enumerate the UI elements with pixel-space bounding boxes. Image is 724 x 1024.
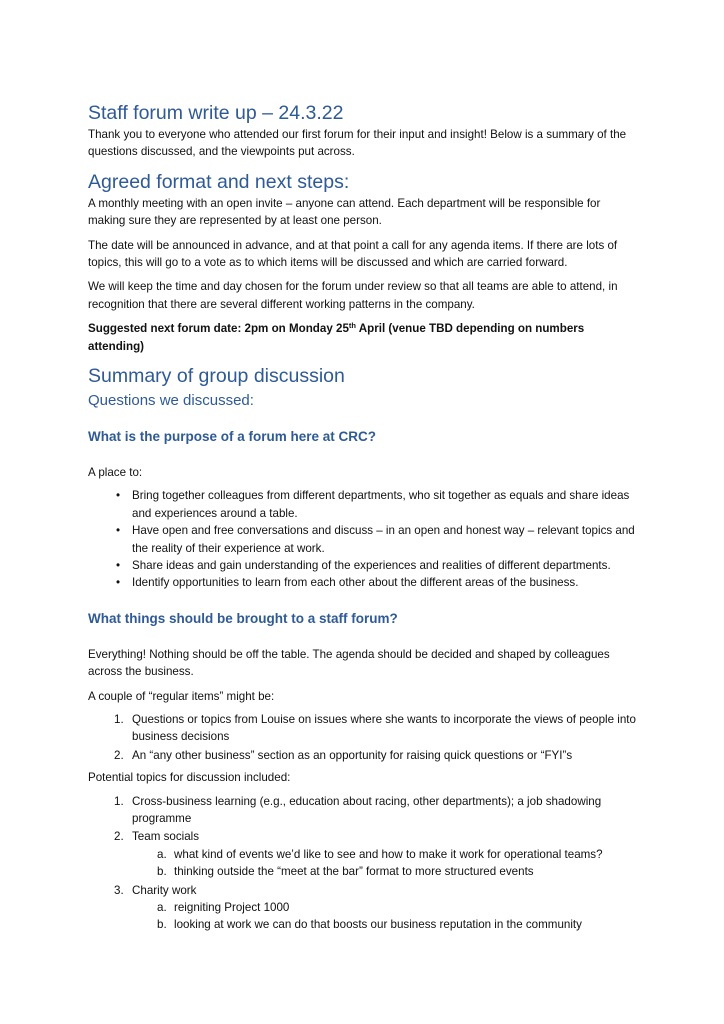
questions-subheading: Questions we discussed: (88, 392, 254, 410)
sub-item-letter: a. (157, 901, 167, 914)
bullet-symbol: • (116, 559, 121, 572)
numbered-item (88, 828, 640, 880)
potential-topics-lead: Potential topics for discussion included: (88, 771, 291, 785)
sub-item-text: thinking outside the “meet at the bar” format to more structured events (174, 865, 534, 879)
bullet-symbol: • (116, 576, 121, 590)
item-text: Charity work (132, 883, 197, 897)
sub-item (132, 863, 640, 880)
sub-item-letter: b. (157, 865, 167, 879)
numbered-item (88, 882, 640, 934)
sub-item (132, 899, 640, 916)
bullet-text: Have open and free conversations and discuss – in an open and honest way – relevant topics and the reality of their experience at work. (132, 524, 635, 555)
sub-item-letter: a. (157, 847, 167, 861)
item-number: 3. (114, 883, 124, 897)
question-topics: What things should be brought to a staff forum? (88, 610, 398, 626)
item-text: An “any other business” section as an opportunity for raising quick questions or “FYI”s (132, 748, 573, 762)
item-number: 1. (114, 794, 124, 808)
bullet-item (88, 522, 640, 557)
bullet-text: Share ideas and gain understanding of the experiences and realities of different departments. (132, 559, 611, 572)
numbered-item (88, 747, 640, 764)
page-title: Staff forum write up – 24.3.22 (88, 102, 344, 124)
item-number: 2. (114, 748, 124, 762)
agreed-paragraph-3: We will keep the time and day chosen for the forum under review so that all teams are able to attend, in recognition that there are several different working patterns in the company. (88, 280, 618, 311)
sub-item-text: what kind of events we’d like to see and how to make it work for operational teams? (174, 847, 603, 861)
next-forum-date (88, 320, 640, 355)
sub-list (132, 846, 640, 881)
item-text: Cross-business learning (e.g., education about racing, other departments); a job shadowing programme (132, 794, 602, 825)
bullet-item (88, 574, 640, 591)
sub-item (132, 916, 640, 933)
sub-list (132, 899, 640, 934)
purpose-lead: A place to: (88, 465, 143, 479)
bullet-text: Identify opportunities to learn from each other about the different areas of the business. (132, 576, 579, 590)
agreed-heading: Agreed format and next steps: (88, 170, 350, 193)
agreed-paragraph-2: The date will be announced in advance, and at that point a call for any agenda items. If there are lots of topics, this will go to a vote as to which items will be discussed and which are carried forward. (88, 238, 618, 270)
intro-paragraph: Thank you to everyone who attended our first forum for their input and insight! Below is a summary of the questions discussed, and the viewpoints put across. (88, 128, 627, 159)
next-date-text: Suggested next forum date: 2pm on Monday 25 (88, 322, 349, 336)
item-text: Team socials (132, 830, 200, 844)
numbered-item (88, 711, 640, 746)
regular-items-list (88, 711, 640, 764)
item-number: 1. (114, 712, 124, 726)
summary-heading: Summary of group discussion (88, 365, 345, 388)
sub-item (132, 846, 640, 863)
numbered-item (88, 793, 640, 828)
bullet-item (88, 487, 640, 522)
bullet-item (88, 557, 640, 574)
next-date-ordinal: th (348, 321, 356, 331)
next-date-rest: April (venue TBD depending on numbers attending) (88, 322, 585, 353)
topics-answer: Everything! Nothing should be off the table. The agenda should be decided and shaped by colleagues across the business. (88, 647, 610, 679)
question-purpose: What is the purpose of a forum here at CRC? (88, 429, 377, 445)
agreed-paragraph-1: A monthly meeting with an open invite – anyone can attend. Each department will be responsible for making sure they are represented by at least one person. (88, 196, 601, 228)
bullet-symbol: • (116, 489, 121, 503)
bullet-symbol: • (116, 524, 121, 538)
potential-topics-list (88, 793, 640, 934)
purpose-bullet-list (88, 487, 640, 591)
bullet-text: Bring together colleagues from different departments, who sit together as equals and share ideas and experiences around a table. (132, 489, 630, 520)
item-number: 2. (114, 830, 124, 844)
sub-item-text: reigniting Project 1000 (174, 901, 290, 914)
sub-item-text: looking at work we can do that boosts our business reputation in the community (174, 918, 582, 932)
item-text: Questions or topics from Louise on issues where she wants to incorporate the views of people into business decisions (132, 712, 636, 744)
regular-items-lead: A couple of “regular items” might be: (88, 689, 275, 703)
sub-item-letter: b. (157, 918, 167, 932)
